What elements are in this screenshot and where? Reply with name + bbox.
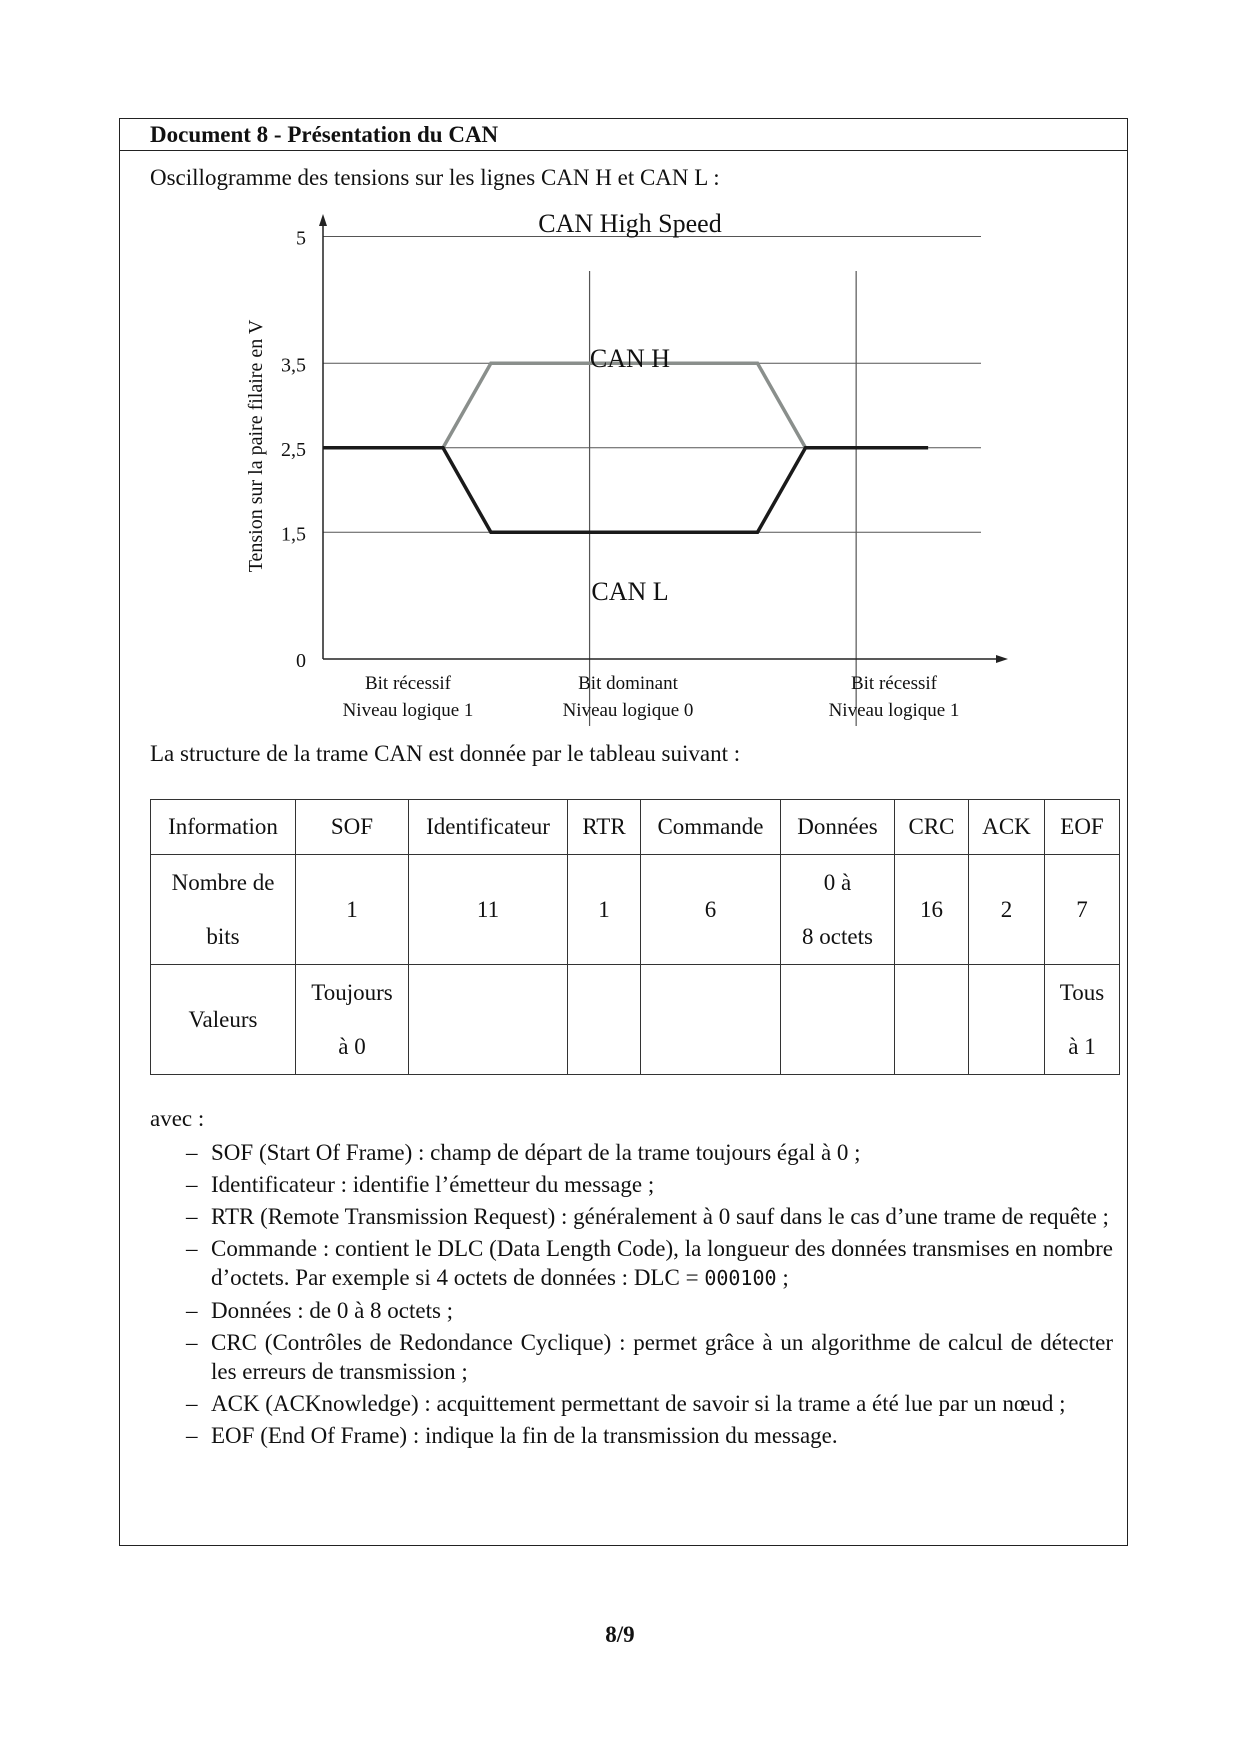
values-crc — [895, 965, 969, 1075]
segment-bit-label: Bit récessif — [364, 673, 452, 694]
header-cell: ACK — [969, 800, 1045, 855]
bits-cmd: 6 — [641, 855, 781, 965]
chart-text-layer — [245, 209, 959, 721]
header-cell: Information — [151, 800, 296, 855]
bits-row — [151, 855, 1120, 965]
page-number: 8/9 — [605, 1622, 635, 1647]
definition-text: Commande : contient le DLC (Data Length Code), la longueur des données transmises en nombre d’octets. Par exemple si 4 octets de données : DLC = — [211, 1236, 1113, 1290]
table-intro: La structure de la trame CAN est donnée par le tableau suivant : — [150, 741, 741, 766]
segment-level-label: Niveau logique 1 — [828, 700, 960, 721]
dash: – — [186, 1204, 198, 1229]
definition-donnees — [150, 1296, 1113, 1325]
can-frame-table — [150, 799, 1120, 1075]
header-cell: Commande — [641, 800, 781, 855]
values-data — [781, 965, 895, 1075]
dash: – — [186, 1330, 198, 1355]
segment-bit-label: Bit dominant — [578, 673, 678, 694]
annotation-can-h: CAN H — [589, 344, 671, 373]
bit-boundary-layer — [590, 271, 857, 726]
values-cmd — [641, 965, 781, 1075]
avec-label: avec : — [150, 1106, 205, 1131]
header-cell: EOF — [1045, 800, 1120, 855]
segment-level-label: Niveau logique 1 — [342, 700, 474, 721]
bits-crc: 16 — [895, 855, 969, 965]
values-ident — [409, 965, 568, 1075]
values-row-label: Valeurs — [151, 965, 296, 1075]
definitions-section — [150, 1104, 1113, 1453]
header-cell: RTR — [568, 800, 641, 855]
x-axis-arrow — [996, 655, 1008, 663]
values-sof-line2: à 0 — [338, 1033, 366, 1059]
bits-label-line1: Nombre de — [171, 869, 275, 895]
document-title: Document 8 - Présentation du CAN — [150, 122, 499, 147]
document-frame — [119, 118, 1128, 1546]
values-row — [151, 965, 1120, 1075]
segment-bit-label: Bit récessif — [850, 673, 938, 694]
y-axis-arrow — [319, 214, 327, 226]
dash: – — [186, 1298, 198, 1323]
bits-data — [781, 855, 895, 965]
header-cell: SOF — [296, 800, 409, 855]
values-sof — [296, 965, 409, 1075]
definition-text-end: ; — [776, 1265, 789, 1290]
definition-eof — [150, 1421, 1113, 1450]
y-tick-label: 5 — [296, 227, 306, 250]
grid-layer — [323, 237, 981, 533]
oscillogram-intro: Oscillogramme des tensions sur les lignes CAN H et CAN L : — [150, 165, 720, 190]
bits-data-line1: 0 à — [823, 869, 852, 895]
definition-text: RTR (Remote Transmission Request) : généralement à 0 sauf dans le cas d’une trame de requête ; — [211, 1204, 1109, 1229]
y-tick-label: 1,5 — [281, 523, 306, 546]
definition-ack — [150, 1389, 1113, 1418]
bits-data-line2: 8 octets — [802, 923, 873, 949]
dash: – — [186, 1423, 198, 1448]
bits-label-line2: bits — [206, 923, 240, 949]
definition-commande — [150, 1234, 1113, 1293]
definition-text: EOF (End Of Frame) : indique la fin de la transmission du message. — [211, 1423, 838, 1448]
can-oscillogram-chart — [120, 119, 1129, 739]
values-sof-line1: Toujours — [311, 979, 393, 1005]
annotation-can-l: CAN L — [591, 577, 669, 606]
values-eof-line2: à 1 — [1068, 1033, 1096, 1059]
definition-text: Données : de 0 à 8 octets ; — [211, 1298, 454, 1323]
series-line-can-h — [323, 363, 928, 448]
definition-list — [150, 1138, 1113, 1450]
header-cell: Données — [781, 800, 895, 855]
chart-title: CAN High Speed — [538, 209, 722, 238]
definition-text: ACK (ACKnowledge) : acquittement permettant de savoir si la trame a été lue par un nœud ; — [211, 1391, 1066, 1416]
y-axis-label: Tension sur la paire filaire en V — [245, 319, 267, 573]
values-eof — [1045, 965, 1120, 1075]
bits-eof: 7 — [1045, 855, 1120, 965]
bits-ack: 2 — [969, 855, 1045, 965]
values-rtr — [568, 965, 641, 1075]
definition-crc — [150, 1328, 1113, 1386]
dash: – — [186, 1391, 198, 1416]
segment-level-label: Niveau logique 0 — [562, 700, 694, 721]
dash: – — [186, 1172, 198, 1197]
dash: – — [186, 1236, 198, 1261]
header-cell: CRC — [895, 800, 969, 855]
y-tick-label: 2,5 — [281, 438, 306, 461]
dlc-code: 000100 — [704, 1266, 777, 1290]
definition-text: Identificateur : identifie l’émetteur du message ; — [211, 1172, 655, 1197]
values-eof-line1: Tous — [1059, 979, 1105, 1005]
definition-text: SOF (Start Of Frame) : champ de départ de la trame toujours égal à 0 ; — [211, 1140, 861, 1165]
bits-ident: 11 — [409, 855, 568, 965]
definition-identificateur — [150, 1170, 1113, 1199]
bits-sof: 1 — [296, 855, 409, 965]
header-cell: Identificateur — [409, 800, 568, 855]
y-tick-label: 0 — [296, 650, 306, 672]
definition-sof — [150, 1138, 1113, 1167]
bits-rtr: 1 — [568, 855, 641, 965]
y-tick-label: 3,5 — [281, 354, 306, 377]
values-ack — [969, 965, 1045, 1075]
definition-rtr — [150, 1202, 1113, 1231]
table-header-row — [151, 800, 1120, 855]
dash: – — [186, 1140, 198, 1165]
bits-row-label — [151, 855, 296, 965]
definition-text: CRC (Contrôles de Redondance Cyclique) : permet grâce à un algorithme de calcul de détecter les erreurs de transmission ; — [211, 1330, 1113, 1384]
series-line-can-l — [323, 448, 928, 533]
